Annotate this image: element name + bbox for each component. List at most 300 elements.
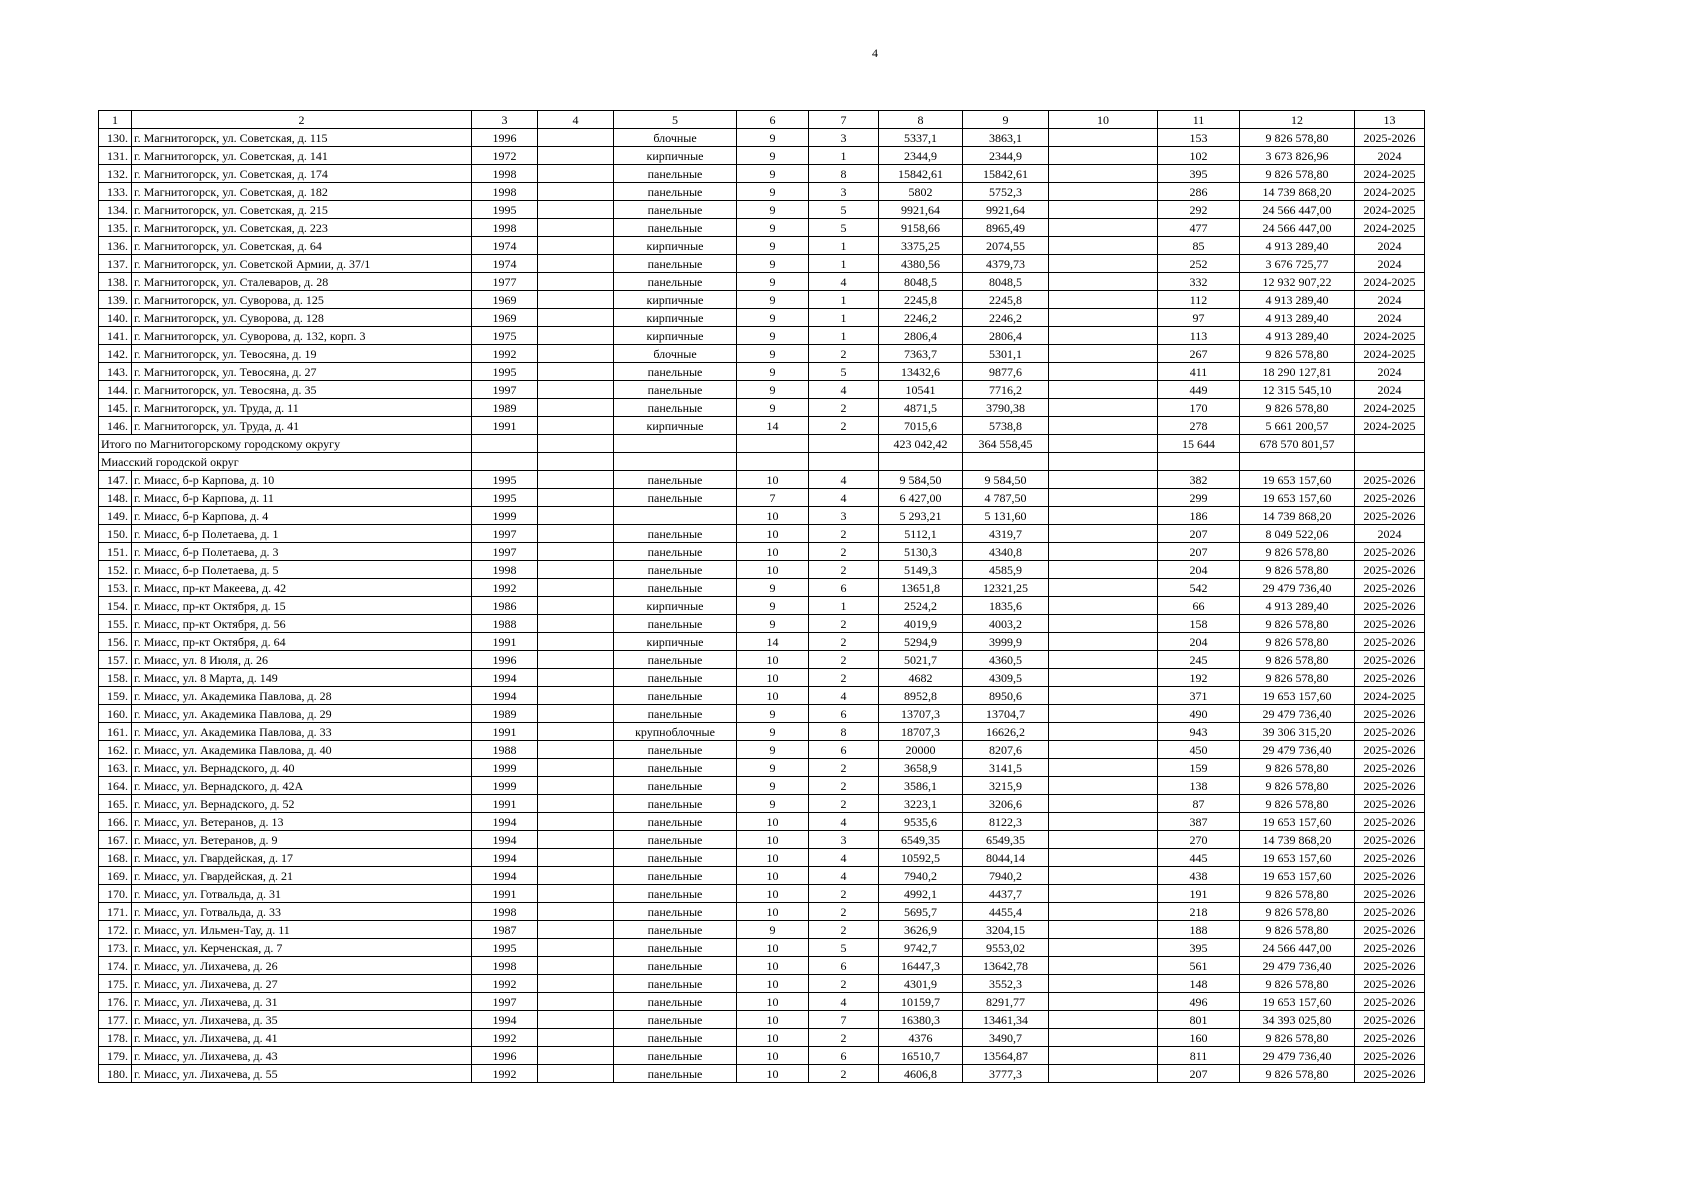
address-cell: г. Миасс, ул. Лихачева, д. 35 <box>132 1011 472 1029</box>
year-built-cell: 1997 <box>472 381 538 399</box>
entrances-cell: 2 <box>809 669 879 687</box>
col-4-cell <box>538 507 614 525</box>
entrances-cell: 2 <box>809 759 879 777</box>
col-4-cell <box>538 255 614 273</box>
cost-cell <box>1240 453 1355 471</box>
entrances-cell: 8 <box>809 165 879 183</box>
address-cell: г. Миасс, ул. Лихачева, д. 31 <box>132 993 472 1011</box>
row-number-cell: 146. <box>99 417 132 435</box>
living-area-cell: 3552,3 <box>963 975 1049 993</box>
wall-material-cell: панельные <box>614 921 737 939</box>
year-built-cell: 1992 <box>472 1029 538 1047</box>
col-10-cell <box>1049 489 1158 507</box>
period-cell: 2024 <box>1355 255 1425 273</box>
total-area-cell: 4871,5 <box>879 399 963 417</box>
entrances-cell: 4 <box>809 273 879 291</box>
year-built-cell: 1992 <box>472 345 538 363</box>
wall-material-cell: кирпичные <box>614 237 737 255</box>
residents-cell: 245 <box>1158 651 1240 669</box>
wall-material-cell: панельные <box>614 579 737 597</box>
cost-cell: 8 049 522,06 <box>1240 525 1355 543</box>
col-4-cell <box>538 795 614 813</box>
floors-cell: 7 <box>737 489 809 507</box>
address-cell: г. Миасс, б-р Карпова, д. 10 <box>132 471 472 489</box>
period-cell: 2025-2026 <box>1355 651 1425 669</box>
cost-cell: 24 566 447,00 <box>1240 939 1355 957</box>
living-area-cell <box>963 453 1049 471</box>
wall-material-cell: кирпичные <box>614 327 737 345</box>
total-area-cell: 9921,64 <box>879 201 963 219</box>
period-cell: 2025-2026 <box>1355 705 1425 723</box>
table-row <box>99 273 1425 291</box>
wall-material-cell: панельные <box>614 885 737 903</box>
col-4-cell <box>538 201 614 219</box>
period-cell: 2024-2025 <box>1355 165 1425 183</box>
row-number-cell: 145. <box>99 399 132 417</box>
table-row <box>99 327 1425 345</box>
row-number-cell: 163. <box>99 759 132 777</box>
floors-cell: 9 <box>737 129 809 147</box>
living-area-cell: 4340,8 <box>963 543 1049 561</box>
floors-cell: 10 <box>737 1029 809 1047</box>
total-label: Итого по Магнитогорскому городскому округу <box>99 435 472 453</box>
table-row <box>99 489 1425 507</box>
period-cell: 2025-2026 <box>1355 1011 1425 1029</box>
col-10-cell <box>1049 399 1158 417</box>
total-area-cell: 13707,3 <box>879 705 963 723</box>
row-number-cell: 131. <box>99 147 132 165</box>
column-number-cell: 10 <box>1049 111 1158 129</box>
living-area-cell: 4003,2 <box>963 615 1049 633</box>
row-number-cell: 136. <box>99 237 132 255</box>
address-cell: г. Миасс, б-р Полетаева, д. 1 <box>132 525 472 543</box>
wall-material-cell: кирпичные <box>614 291 737 309</box>
row-number-cell: 176. <box>99 993 132 1011</box>
row-number-cell: 170. <box>99 885 132 903</box>
total-area-cell <box>879 453 963 471</box>
entrances-cell: 6 <box>809 1047 879 1065</box>
row-number-cell: 134. <box>99 201 132 219</box>
floors-cell: 9 <box>737 399 809 417</box>
col-4-cell <box>538 651 614 669</box>
living-area-cell: 5 131,60 <box>963 507 1049 525</box>
total-row <box>99 435 1425 453</box>
wall-material-cell <box>614 507 737 525</box>
year-built-cell: 1994 <box>472 1011 538 1029</box>
col-4-cell <box>538 1047 614 1065</box>
living-area-cell: 13704,7 <box>963 705 1049 723</box>
col-4-cell <box>538 417 614 435</box>
year-built-cell: 1995 <box>472 489 538 507</box>
cost-cell: 9 826 578,80 <box>1240 651 1355 669</box>
table-row <box>99 147 1425 165</box>
row-number-cell: 135. <box>99 219 132 237</box>
total-area-cell: 16380,3 <box>879 1011 963 1029</box>
entrances-cell: 1 <box>809 327 879 345</box>
col-4-cell <box>538 363 614 381</box>
cost-cell: 4 913 289,40 <box>1240 291 1355 309</box>
row-number-cell: 178. <box>99 1029 132 1047</box>
col-4-cell <box>538 813 614 831</box>
table-row <box>99 381 1425 399</box>
total-area-cell: 5 293,21 <box>879 507 963 525</box>
row-number-cell: 180. <box>99 1065 132 1083</box>
column-number-cell: 6 <box>737 111 809 129</box>
wall-material-cell: панельные <box>614 849 737 867</box>
row-number-cell: 137. <box>99 255 132 273</box>
table-row <box>99 237 1425 255</box>
year-built-cell: 1991 <box>472 633 538 651</box>
living-area-cell: 4455,4 <box>963 903 1049 921</box>
total-area-cell: 9742,7 <box>879 939 963 957</box>
residents-cell: 159 <box>1158 759 1240 777</box>
residents-cell: 382 <box>1158 471 1240 489</box>
row-number-cell: 161. <box>99 723 132 741</box>
section-title: Миасский городской округ <box>99 453 472 471</box>
row-number-cell: 159. <box>99 687 132 705</box>
col-4-cell <box>538 165 614 183</box>
period-cell: 2024 <box>1355 291 1425 309</box>
cost-cell: 9 826 578,80 <box>1240 165 1355 183</box>
year-built-cell: 1969 <box>472 309 538 327</box>
table-row <box>99 201 1425 219</box>
period-cell: 2024-2025 <box>1355 399 1425 417</box>
cost-cell: 29 479 736,40 <box>1240 579 1355 597</box>
wall-material-cell: панельные <box>614 651 737 669</box>
living-area-cell: 2245,8 <box>963 291 1049 309</box>
period-cell: 2025-2026 <box>1355 867 1425 885</box>
residents-cell: 542 <box>1158 579 1240 597</box>
entrances-cell: 1 <box>809 291 879 309</box>
living-area-cell: 1835,6 <box>963 597 1049 615</box>
residents-cell: 477 <box>1158 219 1240 237</box>
wall-material-cell: панельные <box>614 273 737 291</box>
row-number-cell: 171. <box>99 903 132 921</box>
row-number-cell: 148. <box>99 489 132 507</box>
year-built-cell: 1992 <box>472 975 538 993</box>
living-area-cell: 15842,61 <box>963 165 1049 183</box>
col-10-cell <box>1049 741 1158 759</box>
row-number-cell: 144. <box>99 381 132 399</box>
wall-material-cell: панельные <box>614 255 737 273</box>
floors-cell: 10 <box>737 507 809 525</box>
living-area-cell: 13564,87 <box>963 1047 1049 1065</box>
col-4-cell <box>538 1065 614 1083</box>
total-area-cell: 3658,9 <box>879 759 963 777</box>
cost-cell: 4 913 289,40 <box>1240 597 1355 615</box>
floors-cell: 9 <box>737 597 809 615</box>
table-row <box>99 309 1425 327</box>
residents-cell: 811 <box>1158 1047 1240 1065</box>
wall-material-cell: панельные <box>614 1065 737 1083</box>
residents-cell: 490 <box>1158 705 1240 723</box>
living-area-cell: 4437,7 <box>963 885 1049 903</box>
col-10-cell <box>1049 849 1158 867</box>
address-cell: г. Миасс, пр-кт Октября, д. 56 <box>132 615 472 633</box>
floors-cell: 9 <box>737 255 809 273</box>
floors-cell: 10 <box>737 903 809 921</box>
table-row <box>99 129 1425 147</box>
year-built-cell: 1991 <box>472 417 538 435</box>
living-area-cell: 8950,6 <box>963 687 1049 705</box>
table-row <box>99 471 1425 489</box>
living-area-cell: 8048,5 <box>963 273 1049 291</box>
living-area-cell: 5738,8 <box>963 417 1049 435</box>
period-cell: 2025-2026 <box>1355 957 1425 975</box>
floors-cell: 9 <box>737 291 809 309</box>
period-cell <box>1355 453 1425 471</box>
address-cell: г. Магнитогорск, ул. Советская, д. 64 <box>132 237 472 255</box>
year-built-cell: 1991 <box>472 723 538 741</box>
col-4-cell <box>538 975 614 993</box>
total-area-cell: 7015,6 <box>879 417 963 435</box>
column-number-cell: 1 <box>99 111 132 129</box>
year-built-cell: 1989 <box>472 705 538 723</box>
address-cell: г. Миасс, ул. Лихачева, д. 55 <box>132 1065 472 1083</box>
residents-cell: 371 <box>1158 687 1240 705</box>
address-cell: г. Миасс, б-р Полетаева, д. 3 <box>132 543 472 561</box>
floors-cell: 9 <box>737 309 809 327</box>
period-cell: 2025-2026 <box>1355 741 1425 759</box>
table-row <box>99 399 1425 417</box>
col-10-cell <box>1049 867 1158 885</box>
year-built-cell: 1997 <box>472 525 538 543</box>
col-10-cell <box>1049 777 1158 795</box>
entrances-cell <box>809 435 879 453</box>
entrances-cell: 2 <box>809 1065 879 1083</box>
col-4-cell <box>538 849 614 867</box>
column-number-cell: 8 <box>879 111 963 129</box>
address-cell: г. Миасс, пр-кт Макеева, д. 42 <box>132 579 472 597</box>
living-area-cell: 2074,55 <box>963 237 1049 255</box>
period-cell: 2024 <box>1355 363 1425 381</box>
address-cell: г. Миасс, ул. Вернадского, д. 42А <box>132 777 472 795</box>
residents-cell: 496 <box>1158 993 1240 1011</box>
total-area-cell: 13651,8 <box>879 579 963 597</box>
address-cell: г. Миасс, ул. Керченская, д. 7 <box>132 939 472 957</box>
residents-cell: 218 <box>1158 903 1240 921</box>
address-cell: г. Миасс, ул. Готвальда, д. 33 <box>132 903 472 921</box>
table-row <box>99 165 1425 183</box>
col-10-cell <box>1049 525 1158 543</box>
total-area-cell: 9535,6 <box>879 813 963 831</box>
living-area-cell: 8965,49 <box>963 219 1049 237</box>
living-area-cell: 8044,14 <box>963 849 1049 867</box>
table-row <box>99 903 1425 921</box>
wall-material-cell: панельные <box>614 705 737 723</box>
wall-material-cell: кирпичные <box>614 633 737 651</box>
entrances-cell: 2 <box>809 543 879 561</box>
floors-cell: 9 <box>737 165 809 183</box>
table-row <box>99 561 1425 579</box>
period-cell: 2025-2026 <box>1355 129 1425 147</box>
wall-material-cell: панельные <box>614 1029 737 1047</box>
entrances-cell: 6 <box>809 957 879 975</box>
year-built-cell: 1974 <box>472 237 538 255</box>
col-10-cell <box>1049 975 1158 993</box>
living-area-cell: 5301,1 <box>963 345 1049 363</box>
floors-cell: 9 <box>737 759 809 777</box>
floors-cell: 9 <box>737 381 809 399</box>
cost-cell: 18 290 127,81 <box>1240 363 1355 381</box>
wall-material-cell: панельные <box>614 777 737 795</box>
living-area-cell: 3999,9 <box>963 633 1049 651</box>
entrances-cell: 2 <box>809 975 879 993</box>
col-10-cell <box>1049 993 1158 1011</box>
living-area-cell: 8291,77 <box>963 993 1049 1011</box>
period-cell: 2025-2026 <box>1355 921 1425 939</box>
living-area-cell: 2344,9 <box>963 147 1049 165</box>
table-row <box>99 417 1425 435</box>
floors-cell: 10 <box>737 525 809 543</box>
entrances-cell: 2 <box>809 417 879 435</box>
total-area-cell: 5695,7 <box>879 903 963 921</box>
row-number-cell: 132. <box>99 165 132 183</box>
col-10-cell <box>1049 903 1158 921</box>
row-number-cell: 152. <box>99 561 132 579</box>
table-row <box>99 885 1425 903</box>
entrances-cell: 3 <box>809 183 879 201</box>
cost-cell: 9 826 578,80 <box>1240 543 1355 561</box>
floors-cell: 10 <box>737 669 809 687</box>
wall-material-cell: панельные <box>614 489 737 507</box>
total-area-cell: 5112,1 <box>879 525 963 543</box>
year-built-cell: 1996 <box>472 129 538 147</box>
year-built-cell: 1995 <box>472 201 538 219</box>
table-row <box>99 1065 1425 1083</box>
floors-cell: 9 <box>737 147 809 165</box>
entrances-cell: 6 <box>809 579 879 597</box>
floors-cell: 10 <box>737 543 809 561</box>
address-cell: г. Магнитогорск, ул. Суворова, д. 132, корп. 3 <box>132 327 472 345</box>
residents-cell: 85 <box>1158 237 1240 255</box>
col-10-cell <box>1049 1065 1158 1083</box>
col-10-cell <box>1049 885 1158 903</box>
period-cell: 2025-2026 <box>1355 669 1425 687</box>
wall-material-cell: панельные <box>614 615 737 633</box>
period-cell: 2025-2026 <box>1355 633 1425 651</box>
residents-cell: 292 <box>1158 201 1240 219</box>
col-4-cell <box>538 381 614 399</box>
wall-material-cell: панельные <box>614 687 737 705</box>
period-cell: 2025-2026 <box>1355 1029 1425 1047</box>
residents-cell: 267 <box>1158 345 1240 363</box>
total-area-cell: 10541 <box>879 381 963 399</box>
year-built-cell: 1987 <box>472 921 538 939</box>
entrances-cell: 2 <box>809 651 879 669</box>
table-row <box>99 867 1425 885</box>
living-area-cell: 3777,3 <box>963 1065 1049 1083</box>
table-row <box>99 723 1425 741</box>
period-cell: 2025-2026 <box>1355 759 1425 777</box>
year-built-cell: 1977 <box>472 273 538 291</box>
table-row <box>99 777 1425 795</box>
entrances-cell: 5 <box>809 201 879 219</box>
living-area-cell: 4585,9 <box>963 561 1049 579</box>
entrances-cell: 4 <box>809 489 879 507</box>
page-number: 4 <box>872 46 878 60</box>
address-cell: г. Магнитогорск, ул. Труда, д. 11 <box>132 399 472 417</box>
col-10-cell <box>1049 327 1158 345</box>
total-area-cell: 5130,3 <box>879 543 963 561</box>
row-number-cell: 175. <box>99 975 132 993</box>
wall-material-cell: панельные <box>614 399 737 417</box>
row-number-cell: 177. <box>99 1011 132 1029</box>
wall-material-cell: крупноблочные <box>614 723 737 741</box>
cost-cell: 3 673 826,96 <box>1240 147 1355 165</box>
address-cell: г. Миасс, ул. Академика Павлова, д. 33 <box>132 723 472 741</box>
period-cell: 2024-2025 <box>1355 687 1425 705</box>
total-area-cell: 4019,9 <box>879 615 963 633</box>
col-4-cell <box>538 489 614 507</box>
living-area-cell: 12321,25 <box>963 579 1049 597</box>
living-area-cell: 9921,64 <box>963 201 1049 219</box>
total-area-cell: 4380,56 <box>879 255 963 273</box>
col-4-cell <box>538 669 614 687</box>
residents-cell: 66 <box>1158 597 1240 615</box>
residents-cell: 97 <box>1158 309 1240 327</box>
col-10-cell <box>1049 615 1158 633</box>
year-built-cell: 1998 <box>472 903 538 921</box>
col-10-cell <box>1049 669 1158 687</box>
entrances-cell: 5 <box>809 363 879 381</box>
col-4-cell <box>538 777 614 795</box>
cost-cell: 24 566 447,00 <box>1240 219 1355 237</box>
residents-cell: 252 <box>1158 255 1240 273</box>
address-cell: г. Магнитогорск, ул. Тевосяна, д. 27 <box>132 363 472 381</box>
cost-cell: 9 826 578,80 <box>1240 129 1355 147</box>
address-cell: г. Магнитогорск, ул. Советская, д. 115 <box>132 129 472 147</box>
residents-cell: 270 <box>1158 831 1240 849</box>
table-row <box>99 705 1425 723</box>
year-built-cell: 1989 <box>472 399 538 417</box>
entrances-cell: 1 <box>809 255 879 273</box>
col-4-cell <box>538 867 614 885</box>
year-built-cell: 1995 <box>472 363 538 381</box>
total-area-cell: 3375,25 <box>879 237 963 255</box>
floors-cell: 10 <box>737 1047 809 1065</box>
residents-cell: 138 <box>1158 777 1240 795</box>
entrances-cell: 2 <box>809 903 879 921</box>
table-row <box>99 1047 1425 1065</box>
floors-cell: 10 <box>737 651 809 669</box>
column-number-row <box>99 111 1425 129</box>
col-4-cell <box>538 453 614 471</box>
entrances-cell: 1 <box>809 147 879 165</box>
column-number-cell: 12 <box>1240 111 1355 129</box>
table-row <box>99 345 1425 363</box>
cost-cell: 14 739 868,20 <box>1240 183 1355 201</box>
total-area-cell: 7363,7 <box>879 345 963 363</box>
housing-register-table <box>98 110 1425 1083</box>
wall-material-cell <box>614 453 737 471</box>
total-area-cell: 6 427,00 <box>879 489 963 507</box>
row-number-cell: 155. <box>99 615 132 633</box>
residents-cell: 158 <box>1158 615 1240 633</box>
living-area-cell: 3863,1 <box>963 129 1049 147</box>
living-area-cell: 7716,2 <box>963 381 1049 399</box>
floors-cell: 10 <box>737 957 809 975</box>
cost-cell: 29 479 736,40 <box>1240 1047 1355 1065</box>
entrances-cell: 2 <box>809 345 879 363</box>
cost-cell: 9 826 578,80 <box>1240 903 1355 921</box>
year-built-cell: 1999 <box>472 777 538 795</box>
row-number-cell: 139. <box>99 291 132 309</box>
year-built-cell: 1995 <box>472 471 538 489</box>
living-area-cell: 13461,34 <box>963 1011 1049 1029</box>
cost-cell: 9 826 578,80 <box>1240 633 1355 651</box>
total-area-cell: 3626,9 <box>879 921 963 939</box>
